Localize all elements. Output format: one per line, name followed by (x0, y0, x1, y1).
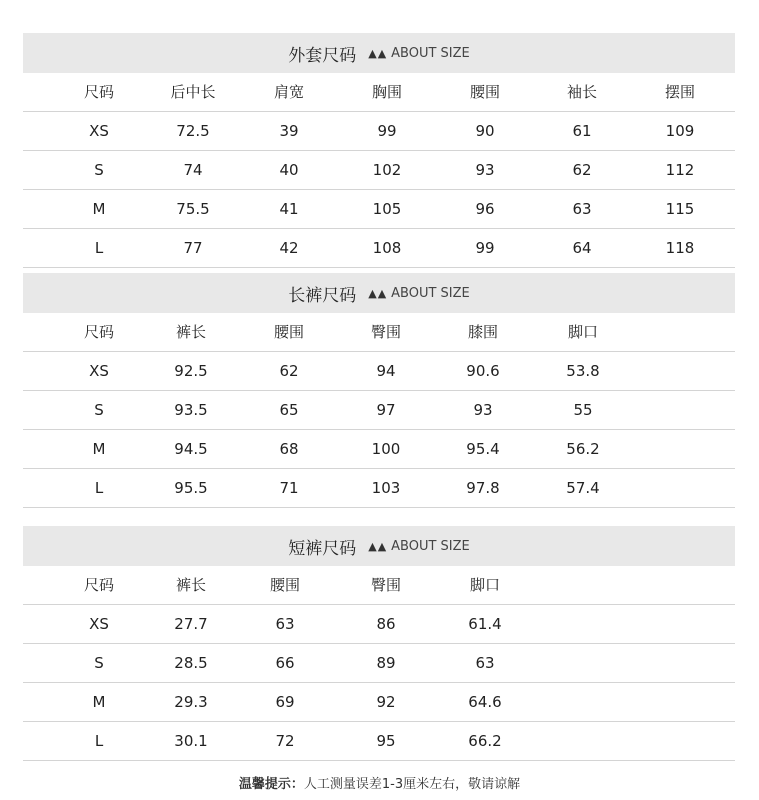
table-cell: 99 (377, 122, 397, 140)
table-cell: 97.8 (466, 479, 500, 497)
table-cell: 92.5 (174, 362, 208, 380)
table-cell: 100 (371, 440, 401, 458)
shorts-table-body (23, 566, 735, 761)
table-cell: 脚口 (469, 576, 500, 594)
table-cell: S (94, 401, 104, 419)
table-cell: 71 (279, 479, 299, 497)
shorts-table-title-bar (23, 526, 735, 566)
triangle-icons: ▲▲ (368, 539, 388, 553)
shorts-table-title: 短裤尺码 (288, 538, 357, 559)
table-cell: 99 (475, 239, 495, 257)
coat-table-title-bar (23, 33, 735, 73)
table-row (23, 644, 735, 683)
table-cell: 53.8 (566, 362, 600, 380)
note-text: 人工测量误差1-3厘米左右，敬请谅解 (303, 777, 521, 792)
table-row (23, 605, 735, 644)
table-cell: 28.5 (174, 654, 208, 672)
table-cell: 摆围 (664, 83, 695, 101)
table-cell: 65 (279, 401, 299, 419)
table-cell: 64 (572, 239, 592, 257)
table-cell: 30.1 (174, 732, 208, 750)
table-cell: 62 (279, 362, 299, 380)
table-cell: 62 (572, 161, 592, 179)
table-cell: 66.2 (468, 732, 502, 750)
table-cell: 93 (475, 161, 495, 179)
table-cell: 103 (371, 479, 401, 497)
table-cell: M (92, 440, 106, 458)
table-cell: 40 (279, 161, 299, 179)
table-cell: 94 (376, 362, 396, 380)
table-cell: 93 (473, 401, 493, 419)
table-cell: L (94, 479, 104, 497)
table-cell: 112 (665, 161, 695, 179)
table-row (23, 112, 735, 151)
table-cell: 27.7 (174, 615, 208, 633)
table-cell: L (94, 732, 104, 750)
triangle-icons: ▲▲ (368, 46, 388, 60)
table-cell: 56.2 (566, 440, 600, 458)
table-cell: XS (89, 122, 109, 140)
table-cell: 90 (475, 122, 495, 140)
shorts-table-subtitle: ABOUT SIZE (391, 538, 470, 554)
table-cell: 64.6 (468, 693, 502, 711)
table-cell: 69 (275, 693, 295, 711)
table-cell: L (94, 239, 104, 257)
table-cell: 75.5 (176, 200, 210, 218)
coat-table-body (23, 73, 735, 268)
table-cell: 92 (376, 693, 396, 711)
triangle-icons: ▲▲ (368, 286, 388, 300)
table-cell: 63 (572, 200, 592, 218)
trousers-size-table (23, 273, 735, 508)
table-cell: 93.5 (174, 401, 208, 419)
table-cell: 95.5 (174, 479, 208, 497)
table-row (23, 229, 735, 268)
trousers-table-subtitle: ABOUT SIZE (391, 285, 470, 301)
table-cell: XS (89, 362, 109, 380)
table-cell: 118 (665, 239, 695, 257)
table-cell: 膝围 (467, 323, 498, 341)
table-row (23, 190, 735, 229)
table-row (23, 683, 735, 722)
table-cell: 尺码 (83, 83, 114, 101)
table-cell: 腰围 (269, 576, 300, 594)
table-cell: 72 (275, 732, 295, 750)
table-cell: 102 (372, 161, 402, 179)
table-cell: S (94, 161, 104, 179)
table-cell: 尺码 (83, 323, 114, 341)
note-label: 温馨提示： (238, 777, 304, 792)
table-header-row (23, 73, 735, 112)
table-cell: 96 (475, 200, 495, 218)
table-cell: 74 (183, 161, 203, 179)
table-cell: M (92, 693, 106, 711)
table-row (23, 151, 735, 190)
table-cell: 胸围 (371, 83, 402, 101)
table-cell: 臀围 (370, 576, 401, 594)
table-cell: 57.4 (566, 479, 600, 497)
table-cell: 裤长 (175, 576, 206, 594)
table-cell: 105 (372, 200, 402, 218)
table-cell: 108 (372, 239, 402, 257)
table-cell: 腰围 (469, 83, 500, 101)
table-cell: 109 (665, 122, 695, 140)
table-cell: 86 (376, 615, 396, 633)
shorts-size-table (23, 526, 735, 761)
table-cell: 袖长 (566, 83, 597, 101)
table-header-row (23, 566, 735, 605)
table-cell: 63 (475, 654, 495, 672)
table-cell: S (94, 654, 104, 672)
table-cell: 42 (279, 239, 299, 257)
table-cell: 55 (573, 401, 593, 419)
table-cell: 29.3 (174, 693, 208, 711)
table-cell: 95 (376, 732, 396, 750)
table-cell: 95.4 (466, 440, 500, 458)
coat-size-table (23, 33, 735, 268)
table-cell: 115 (665, 200, 695, 218)
table-cell: 尺码 (83, 576, 114, 594)
table-cell: 裤长 (175, 323, 206, 341)
table-cell: 90.6 (466, 362, 500, 380)
table-cell: 肩宽 (273, 83, 304, 101)
table-header-row (23, 313, 735, 352)
table-cell: 94.5 (174, 440, 208, 458)
table-row (23, 430, 735, 469)
table-cell: 97 (376, 401, 396, 419)
table-cell: 63 (275, 615, 295, 633)
table-cell: 66 (275, 654, 295, 672)
table-cell: 脚口 (567, 323, 598, 341)
measurement-note (0, 773, 759, 792)
table-cell: 臀围 (370, 323, 401, 341)
coat-table-subtitle: ABOUT SIZE (391, 45, 470, 61)
table-cell: 腰围 (273, 323, 304, 341)
table-row (23, 722, 735, 761)
table-row (23, 391, 735, 430)
trousers-table-body (23, 313, 735, 508)
table-cell: 后中长 (170, 83, 216, 101)
table-cell: 61 (572, 122, 592, 140)
table-cell: XS (89, 615, 109, 633)
table-cell: 39 (279, 122, 299, 140)
table-cell: 72.5 (176, 122, 210, 140)
coat-table-title: 外套尺码 (288, 45, 357, 66)
table-cell: 61.4 (468, 615, 502, 633)
table-cell: 41 (279, 200, 299, 218)
trousers-table-title-bar (23, 273, 735, 313)
trousers-table-title: 长裤尺码 (288, 285, 357, 306)
table-cell: 77 (183, 239, 203, 257)
table-cell: 68 (279, 440, 299, 458)
table-cell: M (92, 200, 106, 218)
table-row (23, 352, 735, 391)
table-row (23, 469, 735, 508)
table-cell: 89 (376, 654, 396, 672)
